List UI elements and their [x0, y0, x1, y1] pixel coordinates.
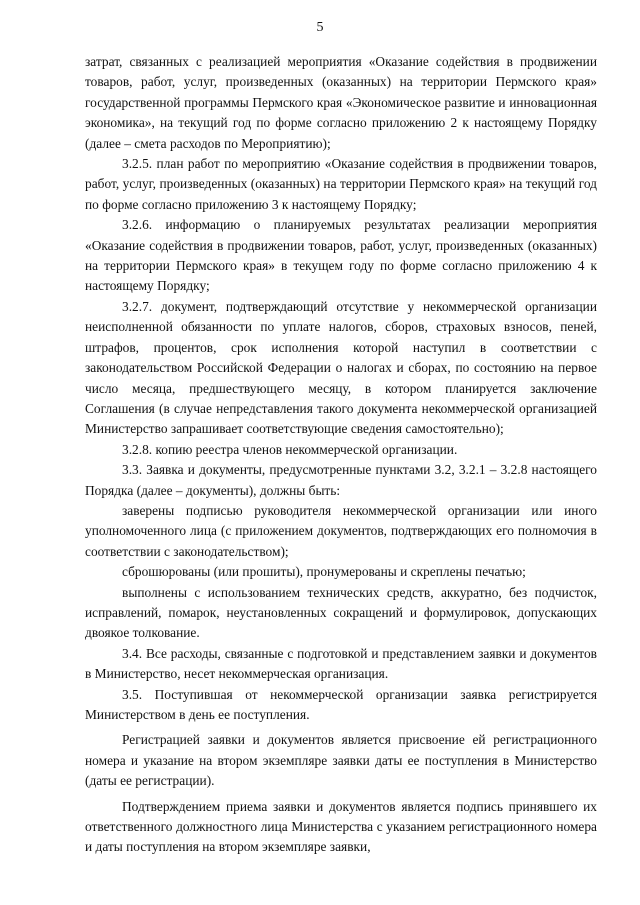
paragraph-3-3: 3.3. Заявка и документы, предусмотренные пунктами 3.2, 3.2.1 – 3.2.8 настоящего Порядка (далее – документы), должны быть:	[85, 462, 597, 498]
paragraph-executed: выполнены с использованием технических средств, аккуратно, без подчисток, исправлений, помарок, неустановленных сокращений и формулировок, допускающих двоякое толкование.	[85, 584, 597, 641]
paragraph-3-2-7: 3.2.7. документ, подтверждающий отсутствие у некоммерческой организации неисполненной обязанности по уплате налогов, сборов, страховых взносов, пеней, штрафов, процентов, срок исполнения которой наступил в соответствии с законодательством Российской Федерации о налогах и сборах, по состоянию на первое число месяца, предшествующего месяцу, в котором планируется заключение Соглашения (в случае непредставления такого документа некоммерческой организацией Министерство запрашивает соответствующие сведения самостоятельно);	[85, 298, 597, 437]
paragraph-registration: Регистрацией заявки и документов является присвоение ей регистрационного номера и указание на втором экземпляре заявки даты ее поступления в Министерство (даты ее регистрации).	[85, 732, 597, 789]
paragraph-estimate: затрат, связанных с реализацией мероприятия «Оказание содействия в продвижении товаров, работ, услуг, произведенных (оказанных) на территории Пермского края» государственной программы Пермского края «Экономическое развитие и инновационная экономика», на текущий год по форме согласно приложению 2 к настоящему Порядку (далее – смета расходов по Мероприятию);	[85, 54, 597, 151]
paragraph-3-5: 3.5. Поступившая от некоммерческой организации заявка регистрируется Министерством в день ее поступления.	[85, 686, 597, 722]
paragraph-bound: сброшюрованы (или прошиты), пронумерованы и скреплены печатью;	[122, 564, 526, 580]
paragraph-confirmation: Подтверждением приема заявки и документов является подпись принявшего их ответственного должностного лица Министерства с указанием регистрационного номера и даты поступления на втором экземпляре заявки,	[85, 798, 597, 855]
paragraph-3-2-6: 3.2.6. информацию о планируемых результатах реализации мероприятия «Оказание содействия в продвижении товаров, работ, услуг, произведенных (оказанных) на территории Пермского края» в текущем году по форме согласно приложению 4 к настоящему Порядку;	[85, 217, 597, 294]
paragraph-3-2-8: 3.2.8. копию реестра членов некоммерческой организации.	[122, 441, 458, 457]
document-body	[85, 52, 597, 858]
paragraph-3-2-5: 3.2.5. план работ по мероприятию «Оказание содействия в продвижении товаров, работ, услуг, произведенных (оказанных) на территории Пермского края» на текущий год по форме согласно приложению 3 к настоящему Порядку;	[85, 156, 597, 212]
page-number: 5	[316, 20, 324, 35]
paragraph-certified: заверены подписью руководителя некоммерческой организации или иного уполномоченного лица (с приложением документов, подтверждающих его полномочия в соответствии с законодательством);	[85, 502, 597, 559]
paragraph-3-4: 3.4. Все расходы, связанные с подготовкой и представлением заявки и документов в Министерство, несет некоммерческая организация.	[85, 645, 597, 682]
